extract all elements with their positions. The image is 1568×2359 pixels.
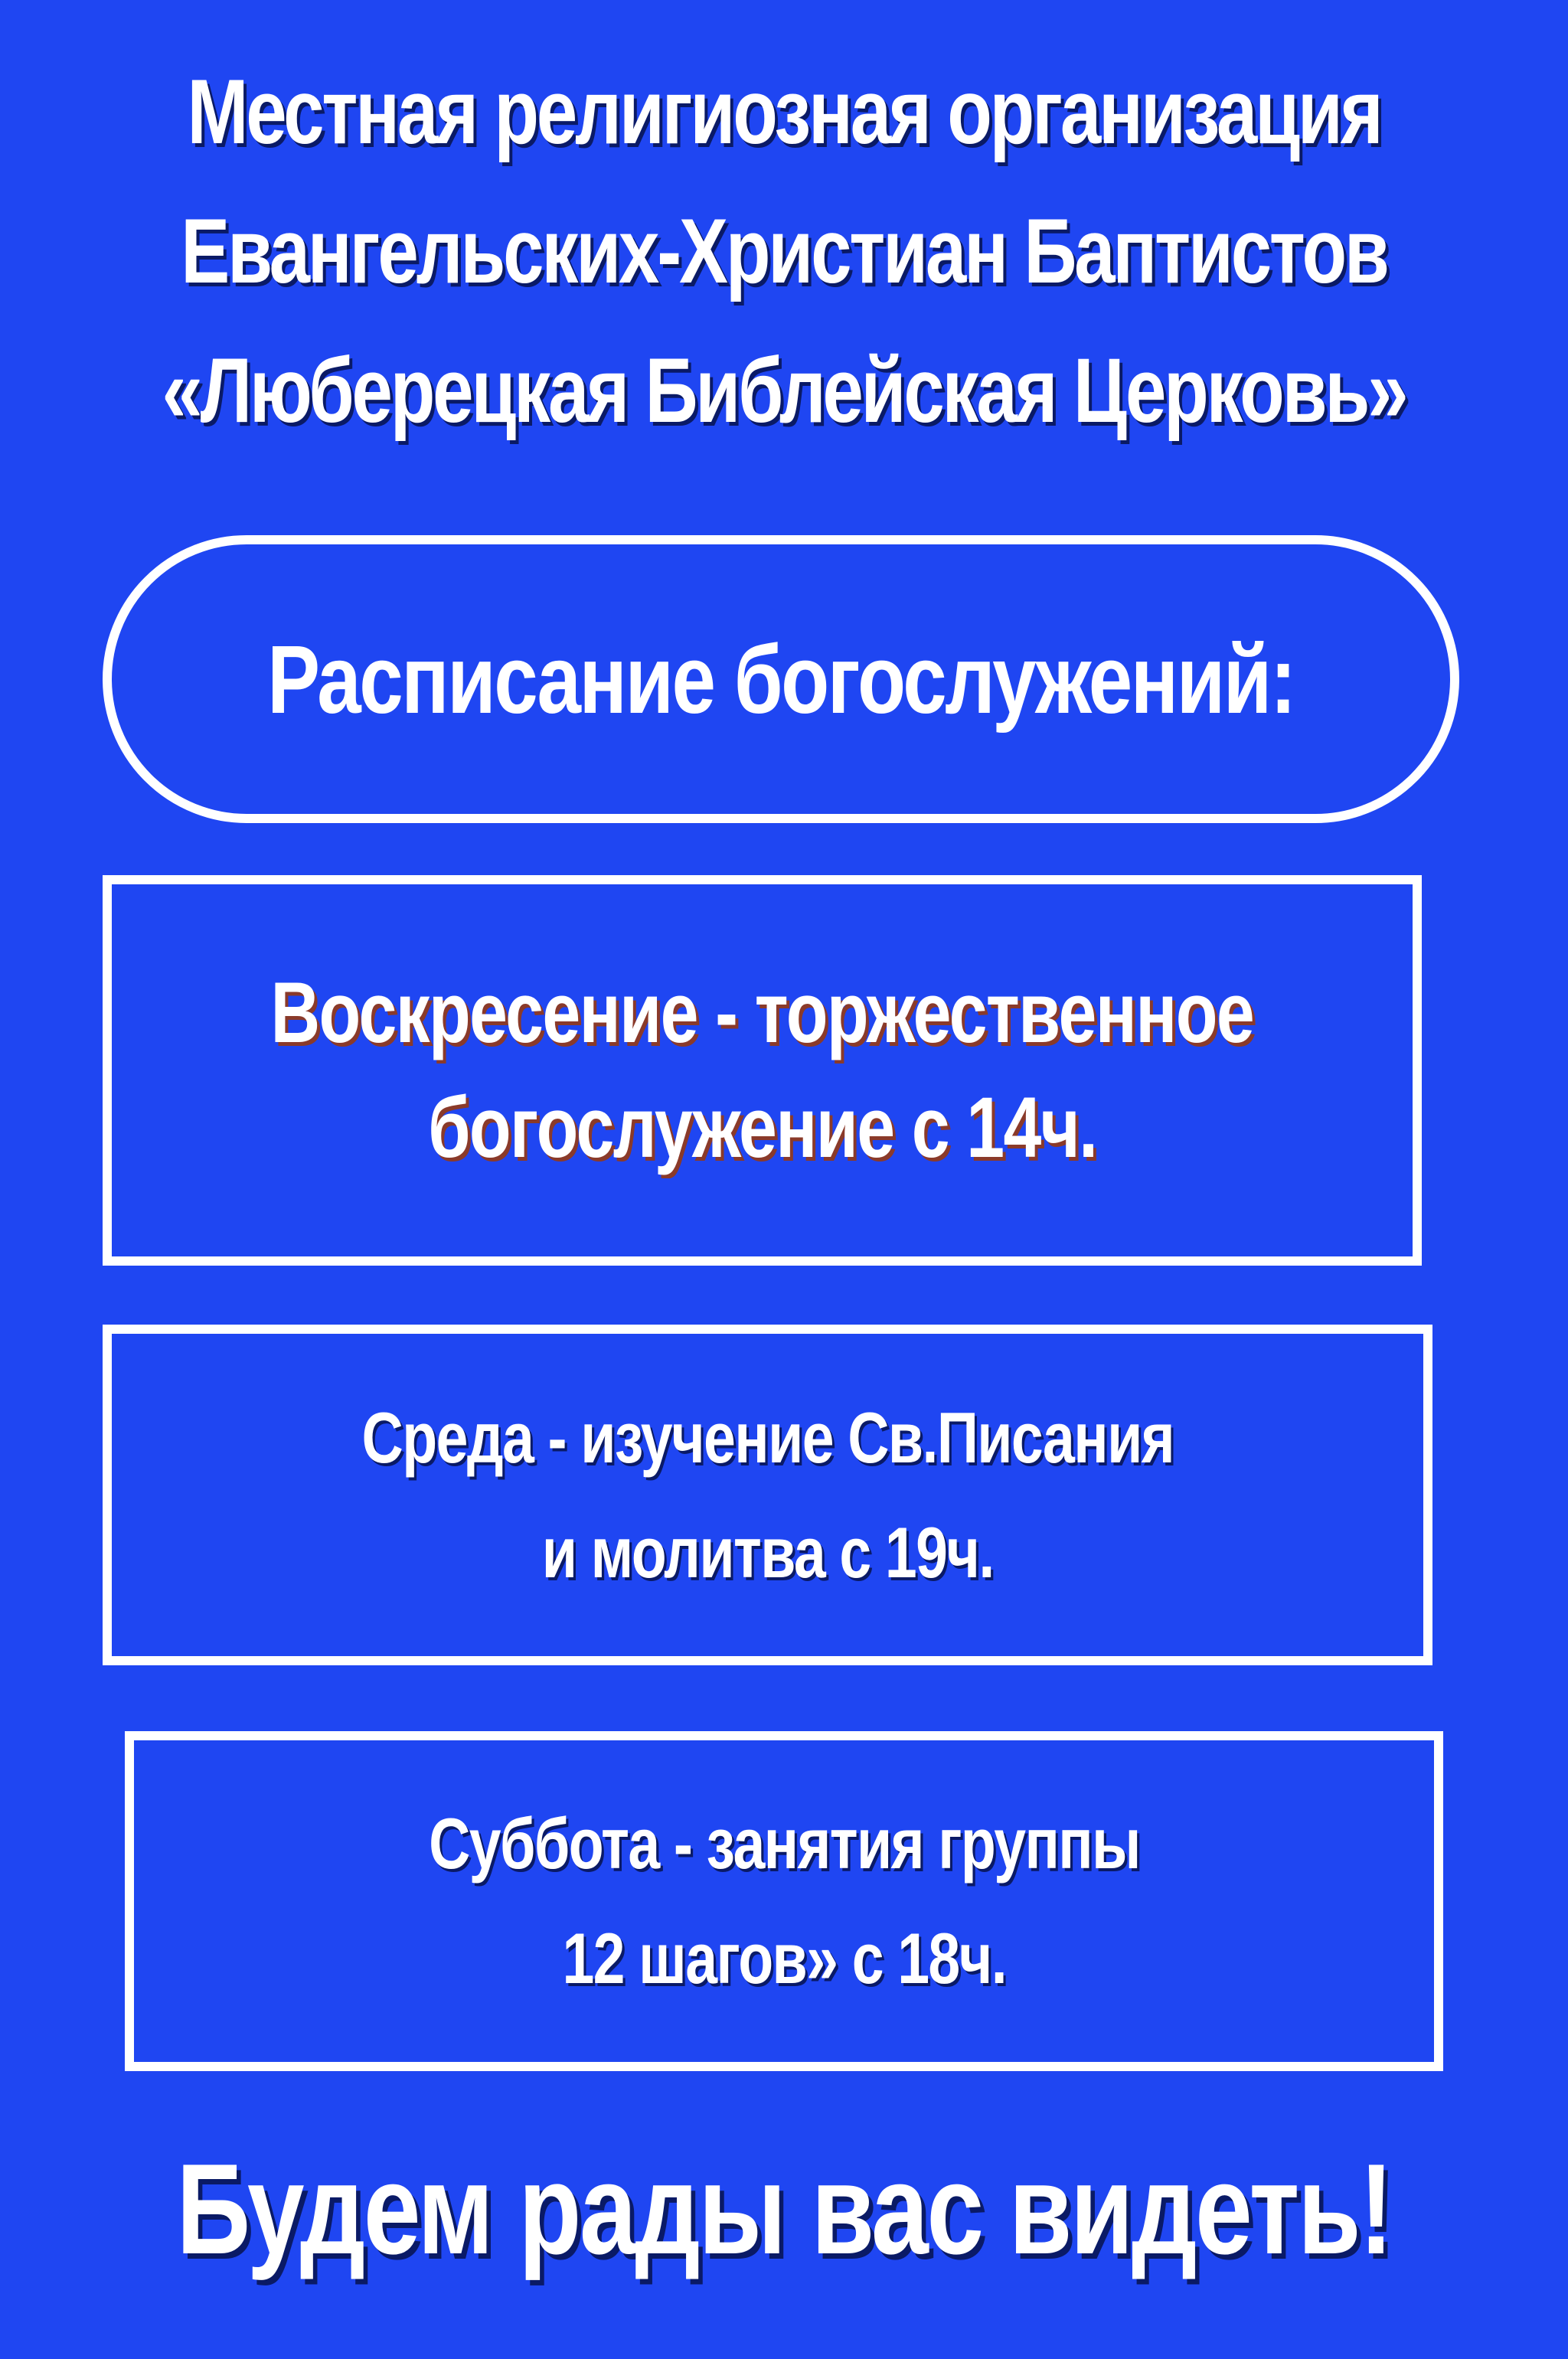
event-wednesday [103,1325,1432,1665]
event-sunday-line-1: Воскресение - торжественное [270,965,1254,1060]
event-wednesday-line-2: и молитва с 19ч. [541,1511,994,1593]
header-line-1: Местная религиозная организация [187,60,1381,163]
event-saturday [125,1731,1443,2071]
welcome-footer: Будем рады вас видеть! [176,2137,1392,2281]
event-wednesday-line-1: Среда - изучение Св.Писания [361,1397,1174,1478]
event-saturday-line-1: Суббота - занятия группы [428,1803,1140,1884]
schedule-title: Расписание богослужений: [267,625,1295,734]
event-saturday-line-2: 12 шагов» с 18ч. [562,1918,1006,1998]
header-line-2: Евангельских-Христиан Баптистов [181,200,1387,302]
schedule-title-box [103,535,1459,823]
event-sunday [103,875,1422,1266]
organization-header [157,42,1411,460]
header-line-3: «Люберецкая Библейская Церковь» [162,339,1406,442]
event-sunday-line-2: богослужение с 14ч. [427,1080,1097,1175]
